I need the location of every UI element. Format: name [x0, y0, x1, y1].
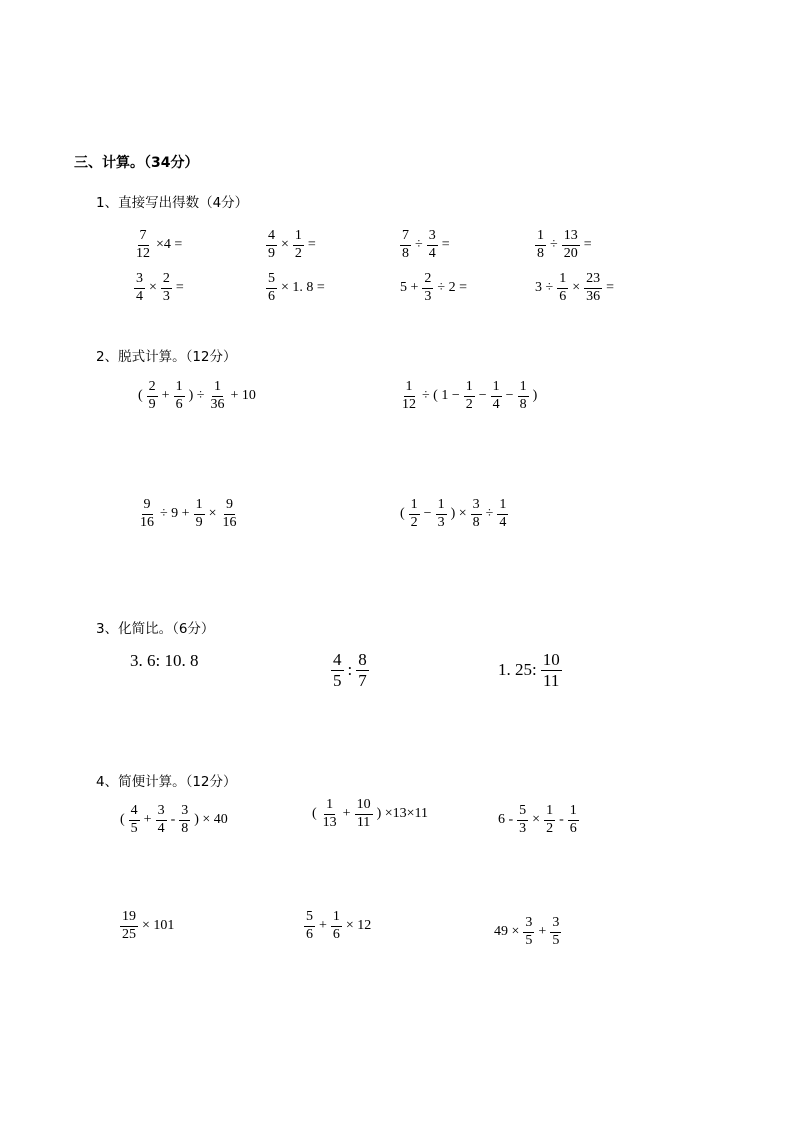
numerator: 2	[422, 272, 433, 289]
fraction	[523, 916, 534, 948]
numerator: 1	[436, 498, 447, 515]
expression-text: ÷	[485, 506, 494, 522]
numerator: 7	[400, 229, 411, 246]
expression-text: × 12	[345, 918, 372, 934]
expression-text: ÷ 9 +	[160, 506, 190, 522]
subsection-title-3: 3、化简比。（6分）	[96, 621, 215, 637]
problem-2-1	[136, 380, 258, 412]
denominator: 9	[268, 245, 275, 261]
fraction	[356, 651, 369, 690]
denominator: 9	[148, 396, 156, 412]
fraction	[134, 229, 152, 261]
problem-1-1	[132, 229, 184, 261]
denominator: 7	[358, 670, 367, 690]
fraction	[518, 380, 529, 412]
denominator: 6	[175, 396, 183, 412]
denominator: 6	[559, 288, 567, 304]
fraction	[174, 380, 185, 412]
expression-text: (	[312, 806, 317, 822]
denominator: 11	[543, 670, 560, 690]
fraction	[331, 651, 344, 690]
problem-1-6	[264, 272, 327, 304]
numerator: 1	[568, 804, 579, 821]
fraction	[562, 229, 580, 261]
fraction	[156, 804, 167, 836]
expression-text: =	[175, 280, 184, 296]
expression-text: =	[441, 237, 450, 253]
problem-1-8	[533, 272, 616, 304]
expression-text: ÷ ( 1 −	[422, 388, 460, 404]
expression-text: +	[161, 388, 170, 404]
expression-text: =	[606, 280, 614, 296]
numerator: 1	[464, 380, 475, 397]
numerator: 10	[355, 798, 373, 815]
fraction	[422, 272, 433, 304]
fraction	[535, 229, 546, 261]
fraction	[321, 798, 339, 830]
fraction	[208, 380, 226, 412]
numerator: 13	[562, 229, 580, 246]
fraction	[464, 380, 475, 412]
numerator: 1	[404, 380, 415, 397]
numerator: 8	[358, 650, 367, 669]
denominator: 6	[268, 288, 275, 304]
expression-text: ) × 40	[194, 812, 228, 828]
denominator: 36	[210, 396, 225, 412]
denominator: 2	[465, 396, 473, 412]
expression-text: −	[423, 506, 432, 522]
numerator: 9	[224, 498, 235, 515]
denominator: 25	[122, 926, 136, 942]
subsection-title-1: 1、直接写出得数（4分）	[96, 195, 249, 211]
denominator: 11	[356, 814, 371, 830]
expression-text: ×	[208, 506, 217, 522]
expression-text: ÷	[550, 237, 558, 253]
problem-2-4	[398, 498, 510, 530]
numerator: 4	[129, 804, 140, 821]
fraction	[129, 804, 140, 836]
expression-text: +	[342, 806, 351, 822]
numerator: 5	[304, 910, 315, 927]
numerator: 1	[212, 380, 223, 397]
numerator: 5	[266, 272, 277, 289]
fraction	[134, 272, 145, 304]
expression-text: × 1. 8 =	[281, 280, 325, 296]
fraction	[147, 380, 158, 412]
numerator: 1	[194, 498, 205, 515]
problem-3-2	[329, 651, 371, 690]
expression-text: =	[307, 237, 316, 253]
denominator: 8	[519, 396, 527, 412]
denominator: 4	[157, 820, 165, 836]
denominator: 12	[136, 245, 150, 261]
denominator: 9	[195, 514, 203, 530]
numerator: 1	[174, 380, 185, 397]
fraction	[436, 498, 447, 530]
denominator: 12	[402, 396, 416, 412]
numerator: 19	[120, 910, 138, 927]
numerator: 23	[584, 272, 602, 289]
expression-text: 5 +	[400, 280, 419, 296]
denominator: 5	[552, 932, 560, 948]
fraction	[471, 498, 482, 530]
numerator: 1	[409, 498, 420, 515]
expression-text: +	[319, 918, 327, 934]
denominator: 4	[492, 396, 500, 412]
denominator: 8	[181, 820, 189, 836]
denominator: 4	[136, 288, 143, 304]
denominator: 2	[410, 514, 418, 530]
problem-4-5	[302, 910, 373, 942]
fraction	[266, 272, 277, 304]
fraction	[568, 804, 579, 836]
denominator: 3	[424, 288, 432, 304]
fraction	[120, 910, 138, 942]
denominator: 8	[537, 245, 544, 261]
expression-text: (	[400, 506, 405, 522]
numerator: 2	[147, 380, 158, 397]
fraction	[161, 272, 172, 304]
fraction	[400, 229, 411, 261]
fraction	[550, 916, 561, 948]
numerator: 1	[544, 804, 555, 821]
expression-text: 1. 25:	[498, 660, 537, 680]
expression-text: 3 ÷	[535, 280, 554, 296]
fraction	[517, 804, 528, 836]
problem-3-3	[496, 651, 564, 690]
numerator: 1	[293, 229, 304, 246]
numerator: 7	[138, 229, 149, 246]
numerator: 3	[134, 272, 145, 289]
denominator: 20	[563, 245, 578, 261]
expression-text: ×	[532, 812, 541, 828]
expression-text: (	[120, 812, 125, 828]
expression-text: ×4 =	[156, 237, 183, 253]
numerator: 4	[266, 229, 277, 246]
fraction	[266, 229, 277, 261]
fraction	[541, 651, 562, 690]
fraction	[491, 380, 502, 412]
fraction	[409, 498, 420, 530]
numerator: 1	[557, 272, 568, 289]
fraction	[544, 804, 555, 836]
denominator: 5	[525, 932, 533, 948]
problem-4-1	[118, 804, 230, 836]
subsection-title-2: 2、脱式计算。（12分）	[96, 349, 237, 365]
numerator: 1	[518, 380, 529, 397]
problem-3-1	[128, 651, 200, 671]
numerator: 10	[542, 650, 560, 669]
expression-text: )	[532, 388, 538, 404]
numerator: 3	[550, 916, 561, 933]
expression-text: ) ÷	[188, 388, 205, 404]
numerator: 1	[535, 229, 546, 246]
denominator: 8	[402, 245, 409, 261]
fraction	[179, 804, 190, 836]
denominator: 5	[130, 820, 138, 836]
denominator: 3	[519, 820, 527, 836]
expression-text: 3. 6: 10. 8	[130, 651, 199, 670]
problem-1-5	[132, 272, 186, 304]
problem-1-4	[533, 229, 594, 261]
denominator: 8	[472, 514, 480, 530]
denominator: 6	[332, 926, 340, 942]
expression-text: -	[559, 812, 564, 828]
expression-text: + 10	[230, 388, 256, 404]
denominator: 6	[306, 926, 313, 942]
fraction	[304, 910, 315, 942]
denominator: 13	[322, 814, 337, 830]
denominator: 36	[586, 288, 601, 304]
denominator: 3	[162, 288, 170, 304]
denominator: 5	[333, 670, 342, 690]
fraction	[194, 498, 205, 530]
denominator: 6	[569, 820, 577, 836]
fraction	[557, 272, 568, 304]
expression-text: −	[505, 388, 514, 404]
expression-text: −	[478, 388, 487, 404]
fraction	[138, 498, 156, 530]
problem-4-6	[492, 916, 563, 948]
numerator: 3	[179, 804, 190, 821]
problem-2-3	[136, 498, 241, 530]
denominator: 16	[140, 514, 154, 530]
expression-text: ×	[149, 280, 157, 296]
numerator: 1	[491, 380, 502, 397]
fraction	[293, 229, 304, 261]
numerator: 4	[333, 650, 342, 669]
problem-1-2	[264, 229, 318, 261]
numerator: 3	[471, 498, 482, 515]
fraction	[331, 910, 342, 942]
expression-text: ) ×	[450, 506, 467, 522]
numerator: 5	[517, 804, 528, 821]
problem-4-4	[118, 910, 176, 942]
denominator: 4	[428, 245, 436, 261]
numerator: 3	[427, 229, 438, 246]
denominator: 16	[222, 514, 237, 530]
expression-text: 49 ×	[494, 924, 520, 940]
problem-1-7	[398, 272, 469, 304]
expression-text: -	[170, 812, 176, 828]
expression-text: (	[138, 388, 143, 404]
expression-text: ÷ 2 =	[437, 280, 467, 296]
expression-text: ×	[572, 280, 581, 296]
expression-text: ) ×13×11	[376, 806, 429, 822]
expression-text: +	[143, 812, 152, 828]
numerator: 3	[523, 916, 534, 933]
denominator: 2	[294, 245, 302, 261]
fraction	[400, 380, 418, 412]
problem-2-2	[398, 380, 539, 412]
expression-text: ÷	[415, 237, 423, 253]
fraction	[355, 798, 373, 830]
numerator: 2	[161, 272, 172, 289]
numerator: 1	[331, 910, 342, 927]
expression-text: +	[538, 924, 547, 940]
subsection-title-4: 4、简便计算。（12分）	[96, 774, 237, 790]
section-heading: 三、计算。（34分）	[74, 155, 199, 171]
fraction	[427, 229, 438, 261]
denominator: 2	[546, 820, 554, 836]
expression-text: :	[347, 660, 353, 680]
expression-text: 6 -	[498, 812, 514, 828]
expression-text: × 101	[142, 918, 175, 934]
numerator: 9	[142, 498, 153, 515]
fraction	[221, 498, 239, 530]
expression-text: ×	[281, 237, 289, 253]
expression-text: =	[583, 237, 592, 253]
problem-4-3	[496, 804, 581, 836]
numerator: 3	[156, 804, 167, 821]
fraction	[584, 272, 602, 304]
numerator: 1	[497, 498, 508, 515]
fraction	[497, 498, 508, 530]
denominator: 4	[499, 514, 507, 530]
numerator: 1	[324, 798, 335, 815]
problem-1-3	[398, 229, 452, 261]
denominator: 3	[437, 514, 445, 530]
problem-4-2	[310, 798, 430, 830]
